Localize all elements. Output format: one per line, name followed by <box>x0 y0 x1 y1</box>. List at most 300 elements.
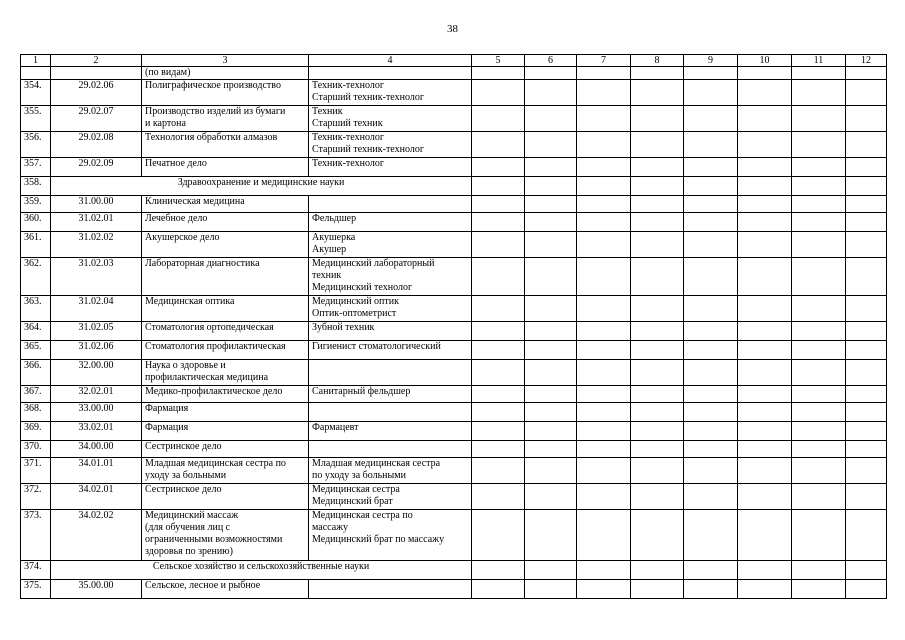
empty-cell <box>684 360 738 386</box>
table-row <box>21 258 887 296</box>
qualification-line: техник <box>312 270 342 281</box>
empty-cell <box>684 158 738 177</box>
empty-cell <box>472 510 525 561</box>
specialty-code: 31.02.01 <box>51 213 142 232</box>
empty-cell <box>525 177 577 196</box>
qualification <box>309 132 472 158</box>
specialty-name <box>142 80 309 106</box>
empty-cell <box>792 232 846 258</box>
column-header: 8 <box>631 55 684 67</box>
specialty-code: 32.00.00 <box>51 360 142 386</box>
empty-cell <box>792 580 846 599</box>
empty-cell <box>846 67 887 80</box>
empty-cell <box>846 403 887 422</box>
empty-cell <box>631 106 684 132</box>
empty-cell <box>684 322 738 341</box>
empty-cell <box>684 441 738 458</box>
empty-cell <box>577 213 631 232</box>
empty-cell <box>631 177 684 196</box>
qualification-line: Медицинский оптик <box>312 296 399 307</box>
empty-cell <box>472 458 525 484</box>
specialty-code: 31.02.06 <box>51 341 142 360</box>
empty-cell <box>738 132 792 158</box>
empty-cell <box>738 106 792 132</box>
specialty-code: 31.02.03 <box>51 258 142 296</box>
specialty-code: 32.02.01 <box>51 386 142 403</box>
column-header: 1 <box>21 55 51 67</box>
qualification <box>309 484 472 510</box>
empty-cell <box>525 441 577 458</box>
specialty-name-line: ограниченными возможностями <box>145 534 283 545</box>
row-number: 367. <box>21 386 51 403</box>
row-number: 375. <box>21 580 51 599</box>
empty-cell <box>738 386 792 403</box>
specialty-code: 35.00.00 <box>51 580 142 599</box>
row-number: 370. <box>21 441 51 458</box>
specialty-name-line: Сестринское дело <box>145 484 222 495</box>
empty-cell <box>792 360 846 386</box>
specialty-code: 31.02.04 <box>51 296 142 322</box>
empty-cell <box>472 67 525 80</box>
empty-cell <box>738 213 792 232</box>
empty-cell <box>525 232 577 258</box>
table-row <box>21 80 887 106</box>
empty-cell <box>684 422 738 441</box>
specialty-name-line: здоровья по зрению) <box>145 546 233 557</box>
empty-cell <box>525 296 577 322</box>
qualification <box>309 158 472 177</box>
empty-cell <box>631 510 684 561</box>
empty-cell <box>472 441 525 458</box>
qualification <box>309 80 472 106</box>
empty-cell <box>472 106 525 132</box>
specialty-name-line: Сестринское дело <box>145 441 222 452</box>
specialty-name <box>142 441 309 458</box>
qualification <box>309 322 472 341</box>
qualification-line: Техник-технолог <box>312 158 384 169</box>
empty-cell <box>577 458 631 484</box>
empty-cell <box>846 158 887 177</box>
empty-cell <box>738 158 792 177</box>
empty-cell <box>472 580 525 599</box>
qualification <box>309 232 472 258</box>
empty-cell <box>631 341 684 360</box>
specialty-name-line: Производство изделий из бумаги <box>145 106 286 117</box>
qualification-line: Старший техник-технолог <box>312 144 424 155</box>
empty-cell <box>846 360 887 386</box>
empty-cell <box>525 422 577 441</box>
specialty-name <box>142 67 309 80</box>
row-number: 354. <box>21 80 51 106</box>
qualification-line: Фельдшер <box>312 213 357 224</box>
empty-cell <box>684 80 738 106</box>
empty-cell <box>525 360 577 386</box>
qualification-line: Акушер <box>312 244 347 255</box>
qualification-line: Медицинский технолог <box>312 282 413 293</box>
empty-cell <box>738 67 792 80</box>
empty-cell <box>684 561 738 580</box>
empty-cell <box>577 510 631 561</box>
table-row <box>21 341 887 360</box>
table-row <box>21 403 887 422</box>
empty-cell <box>684 386 738 403</box>
empty-cell <box>472 177 525 196</box>
empty-cell <box>792 106 846 132</box>
empty-cell <box>577 341 631 360</box>
qualification-line: Оптик-оптометрист <box>312 308 397 319</box>
empty-cell <box>684 132 738 158</box>
empty-cell <box>577 177 631 196</box>
empty-cell <box>472 258 525 296</box>
empty-cell <box>472 341 525 360</box>
empty-cell <box>792 158 846 177</box>
empty-cell <box>792 458 846 484</box>
qualification <box>309 386 472 403</box>
empty-cell <box>792 177 846 196</box>
empty-cell <box>792 422 846 441</box>
specialty-name <box>142 360 309 386</box>
qualification <box>309 580 472 599</box>
specialty-name-line: профилактическая медицина <box>145 372 269 383</box>
row-number: 356. <box>21 132 51 158</box>
empty-cell <box>792 510 846 561</box>
empty-cell <box>738 360 792 386</box>
empty-cell <box>577 580 631 599</box>
empty-cell <box>738 422 792 441</box>
specialty-name-line: Лабораторная диагностика <box>145 258 260 269</box>
specialty-name-line: Медицинский массаж <box>145 510 239 521</box>
empty-cell <box>577 422 631 441</box>
column-number-row <box>21 55 887 67</box>
specialty-code: 29.02.06 <box>51 80 142 106</box>
empty-cell <box>684 67 738 80</box>
empty-cell <box>472 360 525 386</box>
qualification-line: Техник-технолог <box>312 132 384 143</box>
specialty-table <box>20 54 887 599</box>
column-header: 7 <box>577 55 631 67</box>
empty-cell <box>525 386 577 403</box>
empty-cell <box>472 386 525 403</box>
empty-cell <box>792 258 846 296</box>
specialty-code: 29.02.08 <box>51 132 142 158</box>
empty-cell <box>792 561 846 580</box>
empty-cell <box>631 561 684 580</box>
specialty-name-line: Стоматология профилактическая <box>145 341 286 352</box>
empty-cell <box>792 322 846 341</box>
qualification-line: Акушерка <box>312 232 356 243</box>
specialty-name <box>142 580 309 599</box>
specialty-name <box>142 484 309 510</box>
empty-cell <box>631 322 684 341</box>
specialty-name <box>142 386 309 403</box>
empty-cell <box>525 196 577 213</box>
empty-cell <box>525 561 577 580</box>
empty-cell <box>792 386 846 403</box>
specialty-code: 34.02.02 <box>51 510 142 561</box>
qualification <box>309 213 472 232</box>
qualification-line: Техник <box>312 106 343 117</box>
empty-cell <box>684 232 738 258</box>
empty-cell <box>846 177 887 196</box>
specialty-name <box>142 196 309 213</box>
empty-cell <box>525 132 577 158</box>
specialty-name <box>142 422 309 441</box>
empty-cell <box>525 258 577 296</box>
empty-cell <box>846 341 887 360</box>
empty-cell <box>684 510 738 561</box>
empty-cell <box>738 196 792 213</box>
empty-cell <box>738 177 792 196</box>
qualification-line: по уходу за больными <box>312 470 406 481</box>
empty-cell <box>792 296 846 322</box>
specialty-name-line: Медицинская оптика <box>145 296 235 307</box>
qualification-line: Старший техник <box>312 118 383 129</box>
empty-cell <box>738 296 792 322</box>
empty-cell <box>738 580 792 599</box>
empty-cell <box>684 106 738 132</box>
specialty-code: 34.00.00 <box>51 441 142 458</box>
empty-cell <box>738 561 792 580</box>
empty-cell <box>738 341 792 360</box>
qualification <box>309 403 472 422</box>
specialty-name <box>142 458 309 484</box>
empty-cell <box>577 196 631 213</box>
empty-cell <box>846 80 887 106</box>
empty-cell <box>738 441 792 458</box>
empty-cell <box>577 158 631 177</box>
empty-cell <box>792 341 846 360</box>
empty-cell <box>525 403 577 422</box>
specialty-code: 34.02.01 <box>51 484 142 510</box>
empty-cell <box>738 510 792 561</box>
specialty-name-line: и картона <box>145 118 186 129</box>
empty-cell <box>631 67 684 80</box>
specialty-name-line: Фармация <box>145 403 189 414</box>
specialty-code <box>51 67 142 80</box>
qualification-line: Фармацевт <box>312 422 359 433</box>
empty-cell <box>631 422 684 441</box>
empty-cell <box>631 403 684 422</box>
empty-cell <box>525 484 577 510</box>
empty-cell <box>631 258 684 296</box>
empty-cell <box>792 441 846 458</box>
qualification-line: Медицинский брат <box>312 496 393 507</box>
empty-cell <box>684 177 738 196</box>
column-header: 11 <box>792 55 846 67</box>
specialty-code: 31.02.02 <box>51 232 142 258</box>
empty-cell <box>525 341 577 360</box>
table-row <box>21 360 887 386</box>
qualification-line: Зубной техник <box>312 322 375 333</box>
specialty-name-line: (по видам) <box>145 67 191 78</box>
empty-cell <box>631 213 684 232</box>
empty-cell <box>738 258 792 296</box>
row-number: 357. <box>21 158 51 177</box>
table-row <box>21 196 887 213</box>
table-row <box>21 458 887 484</box>
empty-cell <box>472 196 525 213</box>
empty-cell <box>738 232 792 258</box>
section-row <box>21 561 887 580</box>
empty-cell <box>684 580 738 599</box>
qualification-line: Медицинская сестра по <box>312 510 413 521</box>
row-number: 369. <box>21 422 51 441</box>
row-number: 359. <box>21 196 51 213</box>
empty-cell <box>738 322 792 341</box>
empty-cell <box>792 132 846 158</box>
empty-cell <box>472 158 525 177</box>
qualification-line: Старший техник-технолог <box>312 92 424 103</box>
specialty-code: 29.02.07 <box>51 106 142 132</box>
column-header: 2 <box>51 55 142 67</box>
column-header: 9 <box>684 55 738 67</box>
row-number: 373. <box>21 510 51 561</box>
specialty-code: 29.02.09 <box>51 158 142 177</box>
empty-cell <box>525 458 577 484</box>
table-row <box>21 132 887 158</box>
empty-cell <box>577 561 631 580</box>
specialty-name <box>142 106 309 132</box>
specialty-name <box>142 132 309 158</box>
table-row <box>21 441 887 458</box>
empty-cell <box>472 296 525 322</box>
empty-cell <box>684 458 738 484</box>
row-number: 363. <box>21 296 51 322</box>
empty-cell <box>472 322 525 341</box>
specialty-name <box>142 322 309 341</box>
specialty-name <box>142 341 309 360</box>
page-number: 38 <box>447 23 458 35</box>
section-title: Сельское хозяйство и сельскохозяйственные науки <box>51 561 472 580</box>
specialty-name <box>142 403 309 422</box>
empty-cell <box>738 80 792 106</box>
qualification-line: Медицинская сестра <box>312 484 400 495</box>
row-number: 361. <box>21 232 51 258</box>
empty-cell <box>525 80 577 106</box>
empty-cell <box>472 403 525 422</box>
column-header: 5 <box>472 55 525 67</box>
empty-cell <box>792 213 846 232</box>
row-number: 371. <box>21 458 51 484</box>
empty-cell <box>525 158 577 177</box>
empty-cell <box>577 322 631 341</box>
qualification <box>309 341 472 360</box>
empty-cell <box>846 484 887 510</box>
empty-cell <box>846 196 887 213</box>
empty-cell <box>577 232 631 258</box>
empty-cell <box>792 403 846 422</box>
specialty-name-line: Печатное дело <box>145 158 207 169</box>
empty-cell <box>684 484 738 510</box>
specialty-name-line: Лечебное дело <box>145 213 208 224</box>
qualification-line: Техник-технолог <box>312 80 384 91</box>
specialty-name <box>142 213 309 232</box>
specialty-name-line: Наука о здоровье и <box>145 360 226 371</box>
specialty-name <box>142 510 309 561</box>
row-number: 355. <box>21 106 51 132</box>
table-row <box>21 422 887 441</box>
table-row <box>21 67 887 80</box>
empty-cell <box>792 196 846 213</box>
specialty-name-line: Клиническая медицина <box>145 196 245 207</box>
empty-cell <box>684 403 738 422</box>
empty-cell <box>577 360 631 386</box>
empty-cell <box>792 67 846 80</box>
table-row <box>21 386 887 403</box>
empty-cell <box>631 158 684 177</box>
row-number: 372. <box>21 484 51 510</box>
table-row <box>21 213 887 232</box>
empty-cell <box>846 296 887 322</box>
empty-cell <box>525 106 577 132</box>
column-header: 12 <box>846 55 887 67</box>
specialty-code: 33.00.00 <box>51 403 142 422</box>
empty-cell <box>577 386 631 403</box>
empty-cell <box>846 213 887 232</box>
specialty-name-line: Стоматология ортопедическая <box>145 322 274 333</box>
empty-cell <box>525 322 577 341</box>
table-row <box>21 106 887 132</box>
empty-cell <box>846 422 887 441</box>
table-row <box>21 296 887 322</box>
empty-cell <box>631 580 684 599</box>
specialty-code: 31.02.05 <box>51 322 142 341</box>
empty-cell <box>577 106 631 132</box>
empty-cell <box>472 561 525 580</box>
qualification-line: Санитарный фельдшер <box>312 386 411 397</box>
specialty-name <box>142 158 309 177</box>
empty-cell <box>525 67 577 80</box>
specialty-name-line: Фармация <box>145 422 189 433</box>
empty-cell <box>631 232 684 258</box>
qualification <box>309 441 472 458</box>
qualification <box>309 296 472 322</box>
empty-cell <box>684 213 738 232</box>
empty-cell <box>846 458 887 484</box>
empty-cell <box>846 561 887 580</box>
row-number: 374. <box>21 561 51 580</box>
section-title: Здравоохранение и медицинские науки <box>51 177 472 196</box>
empty-cell <box>684 341 738 360</box>
specialty-name-line: Сельское, лесное и рыбное <box>145 580 261 591</box>
empty-cell <box>577 403 631 422</box>
table-row <box>21 510 887 561</box>
qualification-line: Младшая медицинская сестра <box>312 458 441 469</box>
empty-cell <box>846 322 887 341</box>
column-header: 4 <box>309 55 472 67</box>
empty-cell <box>472 232 525 258</box>
empty-cell <box>846 132 887 158</box>
section-row <box>21 177 887 196</box>
empty-cell <box>525 510 577 561</box>
qualification <box>309 196 472 213</box>
row-number: 366. <box>21 360 51 386</box>
empty-cell <box>846 258 887 296</box>
empty-cell <box>631 360 684 386</box>
specialty-name-line: (для обучения лиц с <box>145 522 231 533</box>
empty-cell <box>472 422 525 441</box>
empty-cell <box>684 296 738 322</box>
specialty-code: 31.00.00 <box>51 196 142 213</box>
empty-cell <box>846 106 887 132</box>
qualification <box>309 458 472 484</box>
qualification <box>309 360 472 386</box>
empty-cell <box>577 80 631 106</box>
row-number: 360. <box>21 213 51 232</box>
column-header: 3 <box>142 55 309 67</box>
column-header: 6 <box>525 55 577 67</box>
specialty-name-line: Технология обработки алмазов <box>145 132 278 143</box>
